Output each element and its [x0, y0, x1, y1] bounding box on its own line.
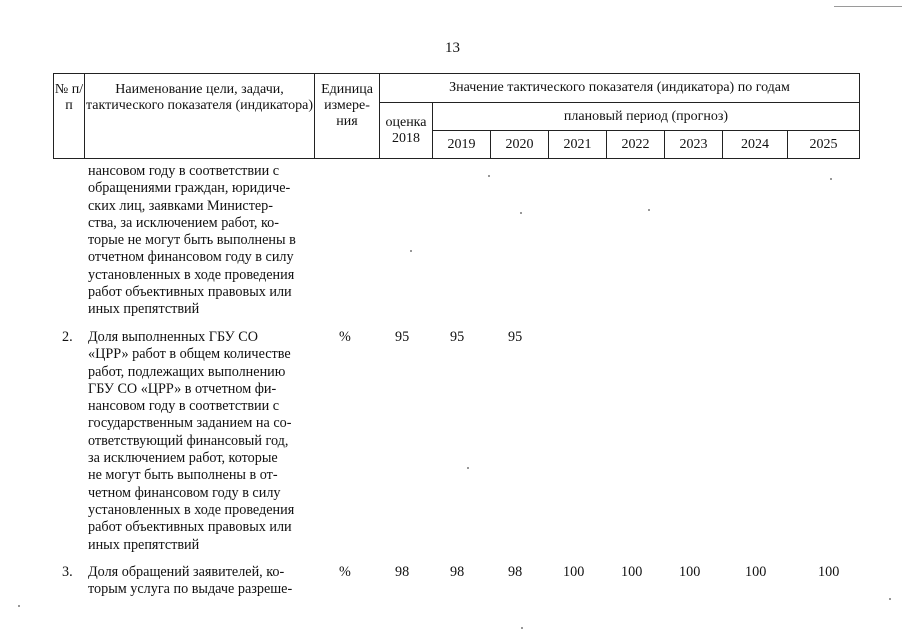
scan-speck	[521, 627, 523, 629]
top-rule	[834, 6, 902, 7]
header-values-title: Значение тактического показателя (индикатора) по годам	[380, 74, 860, 103]
scan-speck	[648, 209, 650, 211]
row-3-value: 100	[563, 564, 585, 580]
row-3-value: 98	[508, 564, 523, 580]
row-3-number: 3.	[62, 564, 73, 580]
header-year: 2025	[788, 131, 860, 159]
scan-speck	[520, 212, 522, 214]
row-1-text: нансовом году в соответствии с обращениями граждан, юридиче- ских лиц, заявками Министер- ства, за исключением работ, ко- торые не могут быть выполнены в отчетном финансовом году в силу установленных в ходе проведения работ объективных правовых или иных препятствий	[88, 163, 296, 318]
scan-speck	[467, 467, 469, 469]
row-2-value: 95	[508, 329, 523, 345]
row-3-value: 100	[679, 564, 701, 580]
row-3-value: 100	[745, 564, 767, 580]
header-year: 2021	[549, 131, 607, 159]
row-3-value: 98	[450, 564, 465, 580]
scan-speck	[889, 598, 891, 600]
header-year: 2022	[607, 131, 665, 159]
header-year: 2024	[723, 131, 788, 159]
row-2-value: 95	[395, 329, 410, 345]
row-3-value: 100	[621, 564, 643, 580]
row-2-text: Доля выполненных ГБУ СО «ЦРР» работ в общем количестве работ, подлежащих выполнению ГБУ СО «ЦРР» в отчетном фи- нансовом году в соответствии с государственным заданием на со- ответствующий финансовый год, за исключением работ, которые не могут быть выполнены в от- четном финансовом году в силу установленных в ходе проведения работ объективных правовых или иных препятствий	[88, 329, 295, 553]
row-2-value: 95	[450, 329, 465, 345]
scan-speck	[410, 250, 412, 252]
header-year: 2020	[491, 131, 549, 159]
row-3-value: 98	[395, 564, 410, 580]
scan-speck	[488, 175, 490, 177]
scan-speck	[830, 178, 832, 180]
header-year: 2019	[433, 131, 491, 159]
header-name: Наименование цели, задачи, тактического показателя (индикатора)	[85, 74, 315, 159]
row-3-text: Доля обращений заявителей, ко- торым услуга по выдаче разреше-	[88, 564, 293, 598]
row-3-value: 100	[818, 564, 840, 580]
header-number: № п/п	[54, 74, 85, 159]
table-header	[53, 73, 860, 159]
row-2-unit: %	[339, 329, 351, 345]
header-estimate: оценка 2018	[380, 103, 433, 159]
row-3-unit: %	[339, 564, 351, 580]
header-unit: Единица измере-ния	[315, 74, 380, 159]
scan-speck	[18, 605, 20, 607]
row-2-number: 2.	[62, 329, 73, 345]
header-year: 2023	[665, 131, 723, 159]
page-number: 13	[445, 40, 460, 56]
header-plan-period: плановый период (прогноз)	[433, 103, 860, 131]
